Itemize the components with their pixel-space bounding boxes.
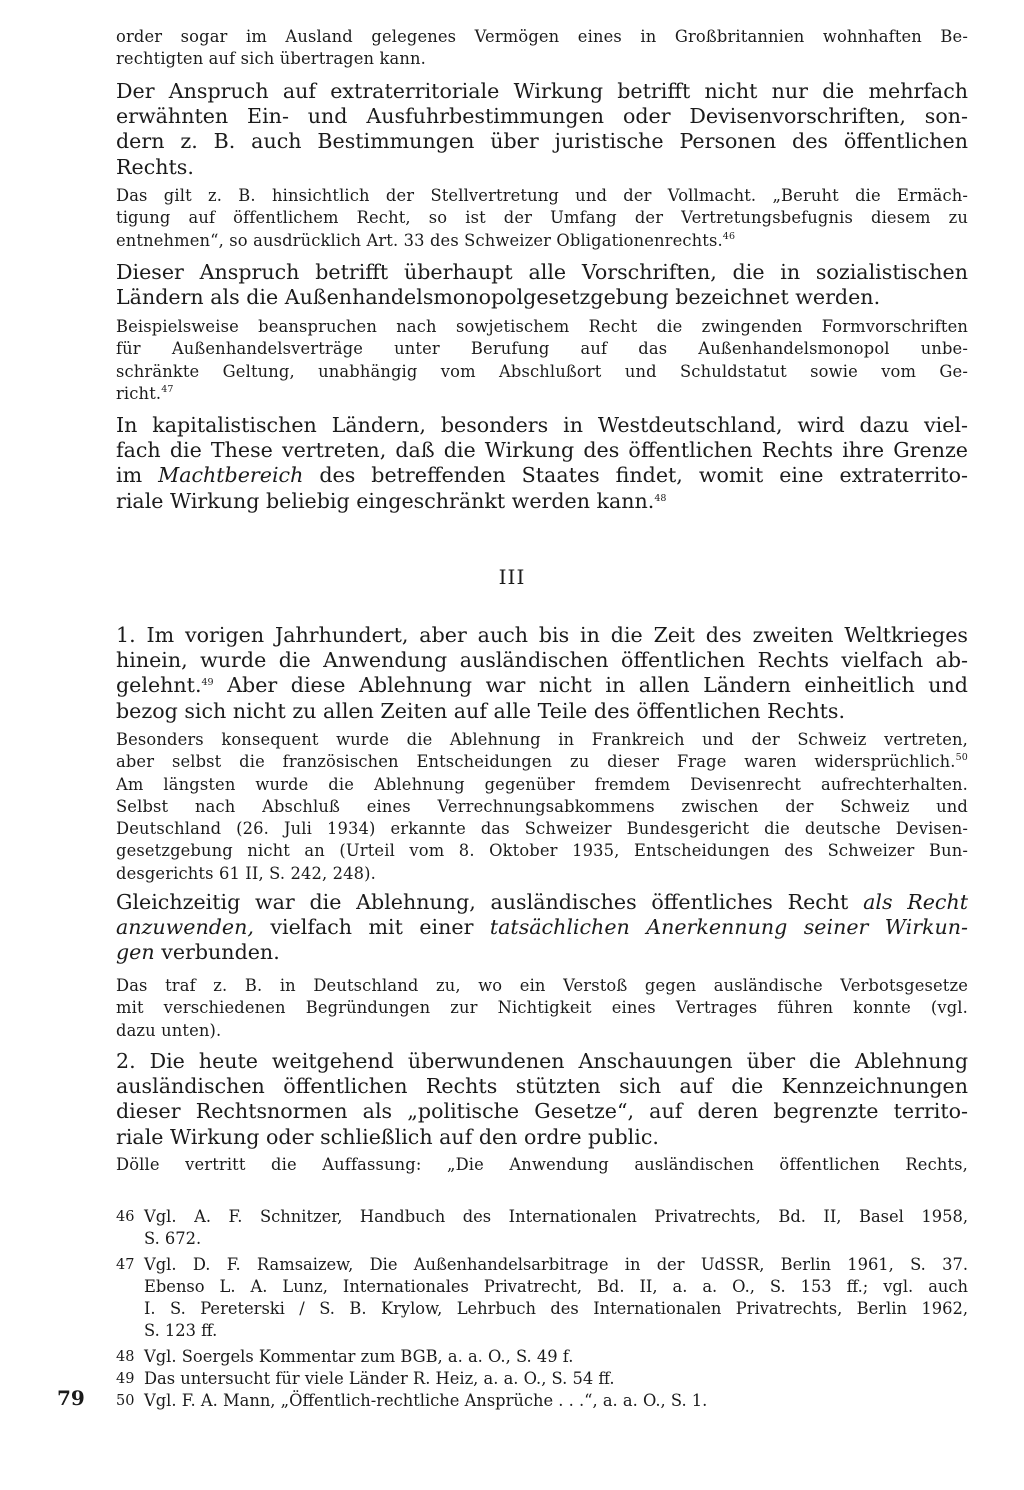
- text-run: des betreffenden Staates findet, womit eine extraterrito-: [319, 463, 969, 488]
- footnote-50: [116, 1390, 968, 1412]
- emphasis-text: gen: [116, 940, 155, 965]
- text-line: Das traf z. B. in Deutschland zu, wo ein Verstoß gegen ausländische Verbotsgesetze: [116, 976, 968, 995]
- emphasis-text: als Recht: [863, 890, 969, 914]
- text-line: In kapitalistischen Ländern, besonders in Westdeutschland, wird dazu viel-: [116, 413, 968, 437]
- text-line: [116, 890, 968, 915]
- footnote-49: [116, 1368, 968, 1390]
- footnote-47: [116, 1254, 968, 1343]
- text-line: mit verschiedenen Begründungen zur Nichtigkeit eines Vertrages führen konnte (vgl.: [116, 998, 968, 1018]
- text-line: 1. Im vorigen Jahrhundert, aber auch bis in die Zeit des zweiten Weltkrieges: [116, 623, 968, 647]
- text-line: erwähnten Ein- und Ausfuhrbestimmungen oder Devisenvorschriften, son-: [116, 104, 968, 129]
- text-run: Aber diese Ablehnung war nicht in allen Ländern einheitlich und: [227, 673, 968, 698]
- text-line: [116, 673, 968, 698]
- text-line: Der Anspruch auf extraterritoriale Wirkung betrifft nicht nur die mehrfach: [116, 79, 968, 103]
- text-line: hinein, wurde die Anwendung ausländischen öffentlichen Rechts vielfach ab-: [116, 648, 968, 673]
- text-line: Rechts.: [116, 154, 194, 179]
- paragraph-capitalist-countries: [116, 413, 968, 514]
- text-run: entnehmen“, so ausdrücklich Art. 33 des Schweizer Obligationenrechts.: [116, 230, 723, 250]
- text-line: Selbst nach Abschluß eines Verrechnungsabkommens zwischen der Schweiz und: [116, 796, 968, 816]
- emphasis-text: Machtbereich: [158, 463, 304, 488]
- text-line: Dieser Anspruch betrifft überhaupt alle Vorschriften, die in sozialistischen: [116, 260, 968, 284]
- footnote-ref-46: 46: [722, 230, 736, 242]
- text-line: [116, 751, 968, 773]
- emphasis-text: anzuwenden,: [116, 915, 254, 940]
- footnote-ref-50: 50: [955, 752, 968, 764]
- footnote-46: [116, 1206, 968, 1251]
- text-line: Besonders konsequent wurde die Ablehnung in Frankreich und der Schweiz vertreten,: [116, 730, 968, 749]
- paragraph-note-soviet-law: [116, 316, 968, 405]
- text-line: schränkte Geltung, unabhängig vom Abschlußort und Schuldstatut sowie vom Ge-: [116, 361, 968, 381]
- footnote-number: 48: [116, 1348, 135, 1365]
- footnote-ref-49: 49: [201, 677, 214, 689]
- text-line: Beispielsweise beanspruchen nach sowjetischem Recht die zwingenden Formvorschriften: [116, 317, 968, 336]
- emphasis-text: tatsächlichen Anerkennung seiner Wirkun-: [489, 915, 969, 940]
- footnote-line: Vgl. Soergels Kommentar zum BGB, a. a. O., S. 49 f.: [144, 1346, 574, 1366]
- text-line: dieser Rechtsnormen als „politische Gesetze“, auf deren begrenzte territo-: [116, 1099, 968, 1124]
- text-line: Am längsten wurde die Ablehnung gegenüber fremdem Devisenrecht aufrechterhalten.: [116, 774, 968, 794]
- text-line: [116, 383, 968, 405]
- paragraph-section-1: [116, 623, 968, 724]
- text-line: order sogar im Ausland gelegenes Vermögen eines in Großbritannien wohnhaften Be-: [116, 27, 968, 46]
- text-line: ausländischen öffentlichen Rechts stützten sich auf die Kennzeichnungen: [116, 1074, 968, 1099]
- footnote-line: Das untersucht für viele Länder R. Heiz, a. a. O., S. 54 ff.: [144, 1369, 615, 1389]
- text-line: [116, 230, 968, 252]
- text-line: gesetzgebung nicht an (Urteil vom 8. Oktober 1935, Entscheidungen des Schweizer Bun-: [116, 841, 968, 861]
- paragraph-note-germany: [116, 975, 968, 1042]
- footnote-line: S. 672.: [144, 1229, 202, 1249]
- footnote-line: S. 123 ff.: [144, 1321, 218, 1341]
- footnote-line: Vgl. F. A. Mann, „Öffentlich-rechtliche Ansprüche . . .“, a. a. O., S. 1.: [144, 1391, 708, 1411]
- text-line: rechtigten auf sich übertragen kann.: [116, 49, 426, 69]
- footnote-line: I. S. Pereterski / S. B. Krylow, Lehrbuch des Internationalen Privatrechts, Berlin 1962,: [144, 1299, 968, 1319]
- text-line: fach die These vertreten, daß die Wirkung des öffentlichen Rechts ihre Grenze: [116, 438, 968, 463]
- footnote-48: [116, 1346, 968, 1368]
- text-run: Gleichzeitig war die Ablehnung, ausländisches öffentliches Recht: [116, 890, 849, 914]
- footnote-line: Vgl. A. F. Schnitzer, Handbuch des Internationalen Privatrechts, Bd. II, Basel 1958,: [144, 1207, 968, 1226]
- text-line: desgerichts 61 II, S. 242, 248).: [116, 863, 376, 883]
- text-run: richt.: [116, 383, 162, 403]
- text-run: vielfach mit einer: [270, 915, 474, 940]
- text-run: gelehnt.: [116, 673, 202, 698]
- text-line: bezog sich nicht zu allen Zeiten auf alle Teile des öffentlichen Rechts.: [116, 698, 845, 723]
- footnote-number: 50: [116, 1393, 135, 1410]
- page-number: 79: [57, 1386, 85, 1410]
- text-run: verbunden.: [161, 940, 280, 965]
- footnote-line: Vgl. D. F. Ramsaizew, Die Außenhandelsarbitrage in der UdSSR, Berlin 1961, S. 37.: [144, 1254, 968, 1274]
- paragraph-note-france-switzerland: [116, 729, 968, 885]
- text-line: riale Wirkung oder schließlich auf den ordre public.: [116, 1124, 659, 1149]
- text-run: im: [116, 463, 143, 488]
- footnote-number: 47: [116, 1256, 135, 1273]
- text-line: dazu unten).: [116, 1020, 222, 1040]
- paragraph-continued: [116, 26, 968, 71]
- footnotes: [116, 1206, 968, 1413]
- paragraph-doelle: [116, 1154, 968, 1176]
- text-line: [116, 463, 968, 488]
- text-line: Das gilt z. B. hinsichtlich der Stellvertretung und der Vollmacht. „Beruht die Ermäch-: [116, 186, 968, 205]
- footnote-number: 49: [116, 1371, 135, 1388]
- paragraph-foreign-trade-monopoly: [116, 260, 968, 310]
- footnote-number: 46: [116, 1209, 135, 1225]
- footnote-line: Ebenso L. A. Lunz, Internationales Privatrecht, Bd. II, a. a. O., S. 153 ff.; vgl. auch: [144, 1276, 968, 1296]
- text-line: Ländern als die Außenhandelsmonopolgesetzgebung bezeichnet werden.: [116, 285, 881, 310]
- paragraph-extraterritorial-claim: [116, 79, 968, 180]
- paragraph-section-2: [116, 1049, 968, 1150]
- footnote-ref-47: 47: [161, 383, 174, 395]
- paragraph-simultaneous-recognition: [116, 890, 968, 966]
- text-line: dern z. B. auch Bestimmungen über juristische Personen des öffentlichen: [116, 129, 968, 154]
- text-line: 2. Die heute weitgehend überwundenen Anschauungen über die Ablehnung: [116, 1049, 968, 1073]
- text-line: für Außenhandelsverträge unter Berufung auf das Außenhandelsmonopol unbe-: [116, 339, 968, 359]
- text-line: Dölle vertritt die Auffassung: „Die Anwendung ausländischen öffentlichen Rechts,: [116, 1155, 968, 1174]
- text-line: Deutschland (26. Juli 1934) erkannte das Schweizer Bundesgericht die deutsche Devisen-: [116, 819, 968, 839]
- text-run: aber selbst die französischen Entscheidungen zu dieser Frage waren widersprüchlich.: [116, 752, 956, 772]
- text-line: tigung auf öffentlichem Recht, so ist der Umfang der Vertretungsbefugnis diesem zu: [116, 208, 968, 228]
- section-heading: III: [498, 565, 526, 589]
- text-line: [116, 940, 968, 965]
- paragraph-note-agency: [116, 185, 968, 252]
- text-run: riale Wirkung beliebig eingeschränkt werden kann.: [116, 488, 655, 513]
- footnote-ref-48: 48: [654, 492, 667, 504]
- text-line: [116, 915, 968, 940]
- text-line: [116, 489, 968, 514]
